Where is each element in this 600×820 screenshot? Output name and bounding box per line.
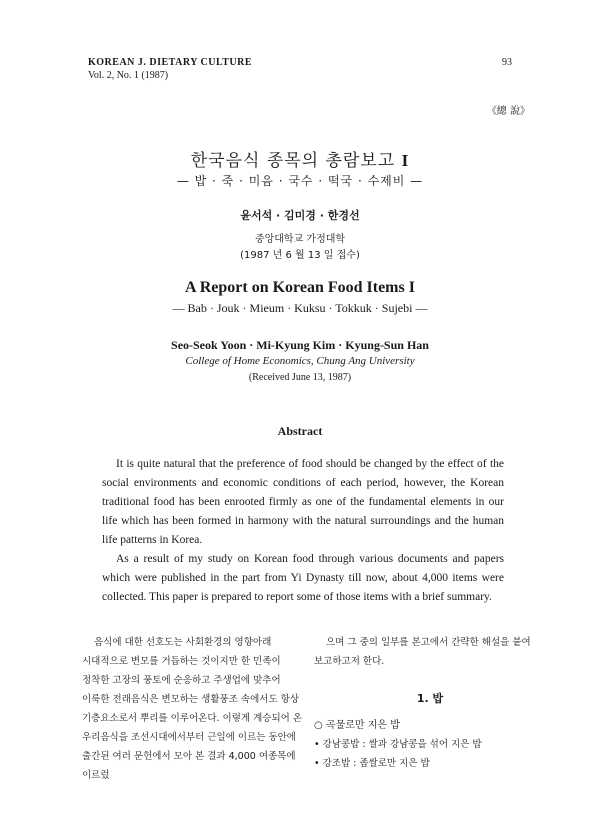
- body-paragraph-right: 으며 그 중의 일부를 본고에서 간략한 해설을 붙여 보고하고저 한다.: [314, 637, 531, 667]
- korean-subtitle: — 밥 · 죽 · 미음 · 국수 · 떡국 · 수제비 —: [176, 174, 424, 188]
- section-heading: 1. 밥: [416, 692, 444, 705]
- abstract-paragraph-2: As a result of my study on Korean food through various documents and papers which were published in the part from Yi Dynasty till now, about 4,000 items were collected. This paper is prepared to report some of those items with a brief summary.: [102, 553, 504, 603]
- journal-name: KOREAN J. DIETARY CULTURE: [88, 57, 253, 68]
- body-paragraph-left: 음식에 대한 선호도는 사회환경의 영향아래 시대적으로 변모를 거듭하는 것이지만 한 민족이 정착한 고장의 풍토에 순응하고 주생업에 맞추어 이룩한 전래음식은 변모하는 생활풍조 속에서도 항상 기층요소로서 뿌리를 이루어온다. 이렇게 계승되어 온 우리음식을 조선시대에서부터 근일에 이르는 동안에 출간된 여러 문헌에서 모아 본 결과 4,000 여종목에 이르렀: [82, 637, 303, 781]
- subsection-heading: ○ 곡물로만 지은 밥: [314, 720, 400, 731]
- korean-received-date: (1987 년 6 월 13 일 접수): [240, 250, 360, 261]
- page-number: 93: [502, 57, 512, 68]
- english-authors: Seo-Seok Yoon · Mi-Kyung Kim · Kyung-Sun Han: [171, 338, 429, 352]
- korean-affiliation: 중앙대학교 가정대학: [254, 234, 346, 245]
- english-subtitle: — Bab · Jouk · Mieum · Kuksu · Tokkuk · Sujebi —: [172, 301, 428, 315]
- english-received-date: (Received June 13, 1987): [248, 372, 352, 383]
- list-item: • 강남콩밥 : 쌀과 강남콩을 섞어 지은 밥: [314, 739, 482, 750]
- body-right-column: [314, 633, 546, 773]
- abstract-body: [102, 455, 504, 607]
- korean-title: [0, 146, 600, 171]
- korean-title-numeral: I: [401, 151, 410, 170]
- korean-title-text: 한국음식 종목의 총람보고: [190, 151, 396, 171]
- list-item: • 강조밥 : 좁쌀로만 지은 밥: [314, 758, 430, 769]
- body-left-column: [82, 633, 308, 785]
- journal-volume: Vol. 2, No. 1 (1987): [88, 70, 169, 81]
- korean-authors: 윤서석 · 김미경 · 한경선: [240, 209, 360, 222]
- english-affiliation: College of Home Economics, Chung Ang University: [185, 355, 415, 367]
- abstract-paragraph-1: It is quite natural that the preference of food should be changed by the effect of the social environments and economic conditions of each period, however, the Korean traditional food has been enrooted firmly as one of the fundamental elements in our life which has been formed in harmony with the natural surroundings and the human life patterns in Korea.: [102, 458, 504, 546]
- article-category: 《總 說》: [486, 106, 530, 117]
- abstract-heading: Abstract: [277, 424, 323, 438]
- english-title: A Report on Korean Food Items I: [185, 279, 415, 296]
